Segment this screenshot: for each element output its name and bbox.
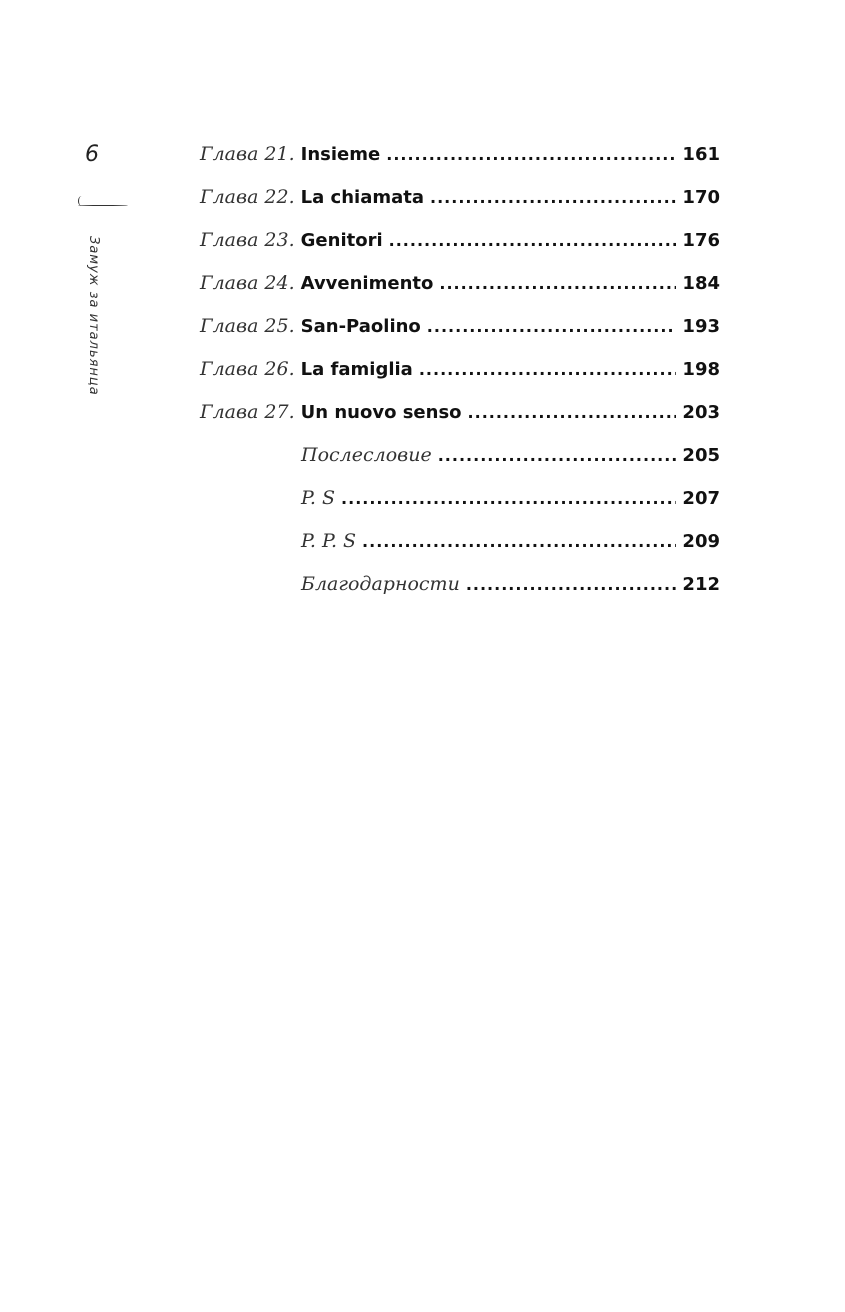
chapter-label: Глава 24. [200,272,295,294]
page-number: 6 [85,142,99,167]
chapter-title: La famiglia [300,359,413,380]
dot-leader [468,403,677,422]
section-page-number: 205 [682,445,720,466]
table-of-contents [200,143,720,616]
toc-entry-chapter-21 [200,143,720,186]
chapter-page-number: 198 [682,359,720,380]
running-head-rule [78,205,128,206]
chapter-label: Глава 26. [200,358,295,380]
chapter-label: Глава 27. [200,401,295,423]
toc-entry-chapter-25 [200,315,720,358]
section-title: Благодарности [301,573,460,595]
chapter-page-number: 184 [682,273,720,294]
toc-entry-pps [200,530,720,573]
chapter-label: Глава 25. [200,315,295,337]
chapter-title: Un nuovo senso [300,402,462,423]
toc-entry-chapter-26 [200,358,720,401]
chapter-page-number: 193 [682,316,720,337]
chapter-title: San-Paolino [300,316,421,337]
dot-leader [419,360,677,379]
chapter-page-number: 176 [682,230,720,251]
chapter-title: La chiamata [300,187,424,208]
chapter-label: Глава 21. [200,143,295,165]
dot-leader [466,575,677,594]
section-page-number: 209 [682,531,720,552]
dot-leader [427,317,677,336]
section-title: P. P. S [301,530,357,552]
toc-entry-ps [200,487,720,530]
section-page-number: 207 [682,488,720,509]
chapter-label: Глава 23. [200,229,295,251]
toc-entry-afterword [200,444,720,487]
toc-entry-chapter-24 [200,272,720,315]
dot-leader [386,145,676,164]
toc-entry-chapter-23 [200,229,720,272]
dot-leader [438,446,677,465]
section-title: P. S [301,487,336,509]
toc-entry-chapter-27 [200,401,720,444]
section-title: Послесловие [301,444,432,466]
dot-leader [341,489,676,508]
dot-leader [430,188,676,207]
chapter-page-number: 161 [682,144,720,165]
toc-entry-chapter-22 [200,186,720,229]
running-head: Замуж за итальянца [86,236,101,396]
chapter-page-number: 170 [682,187,720,208]
section-page-number: 212 [682,574,720,595]
chapter-label: Глава 22. [200,186,295,208]
chapter-title: Genitori [300,230,383,251]
dot-leader [362,532,676,551]
chapter-page-number: 203 [682,402,720,423]
chapter-title: Avvenimento [300,273,434,294]
dot-leader [389,231,677,250]
toc-entry-acknowledgements [200,573,720,616]
chapter-title: Insieme [300,144,381,165]
dot-leader [439,274,676,293]
